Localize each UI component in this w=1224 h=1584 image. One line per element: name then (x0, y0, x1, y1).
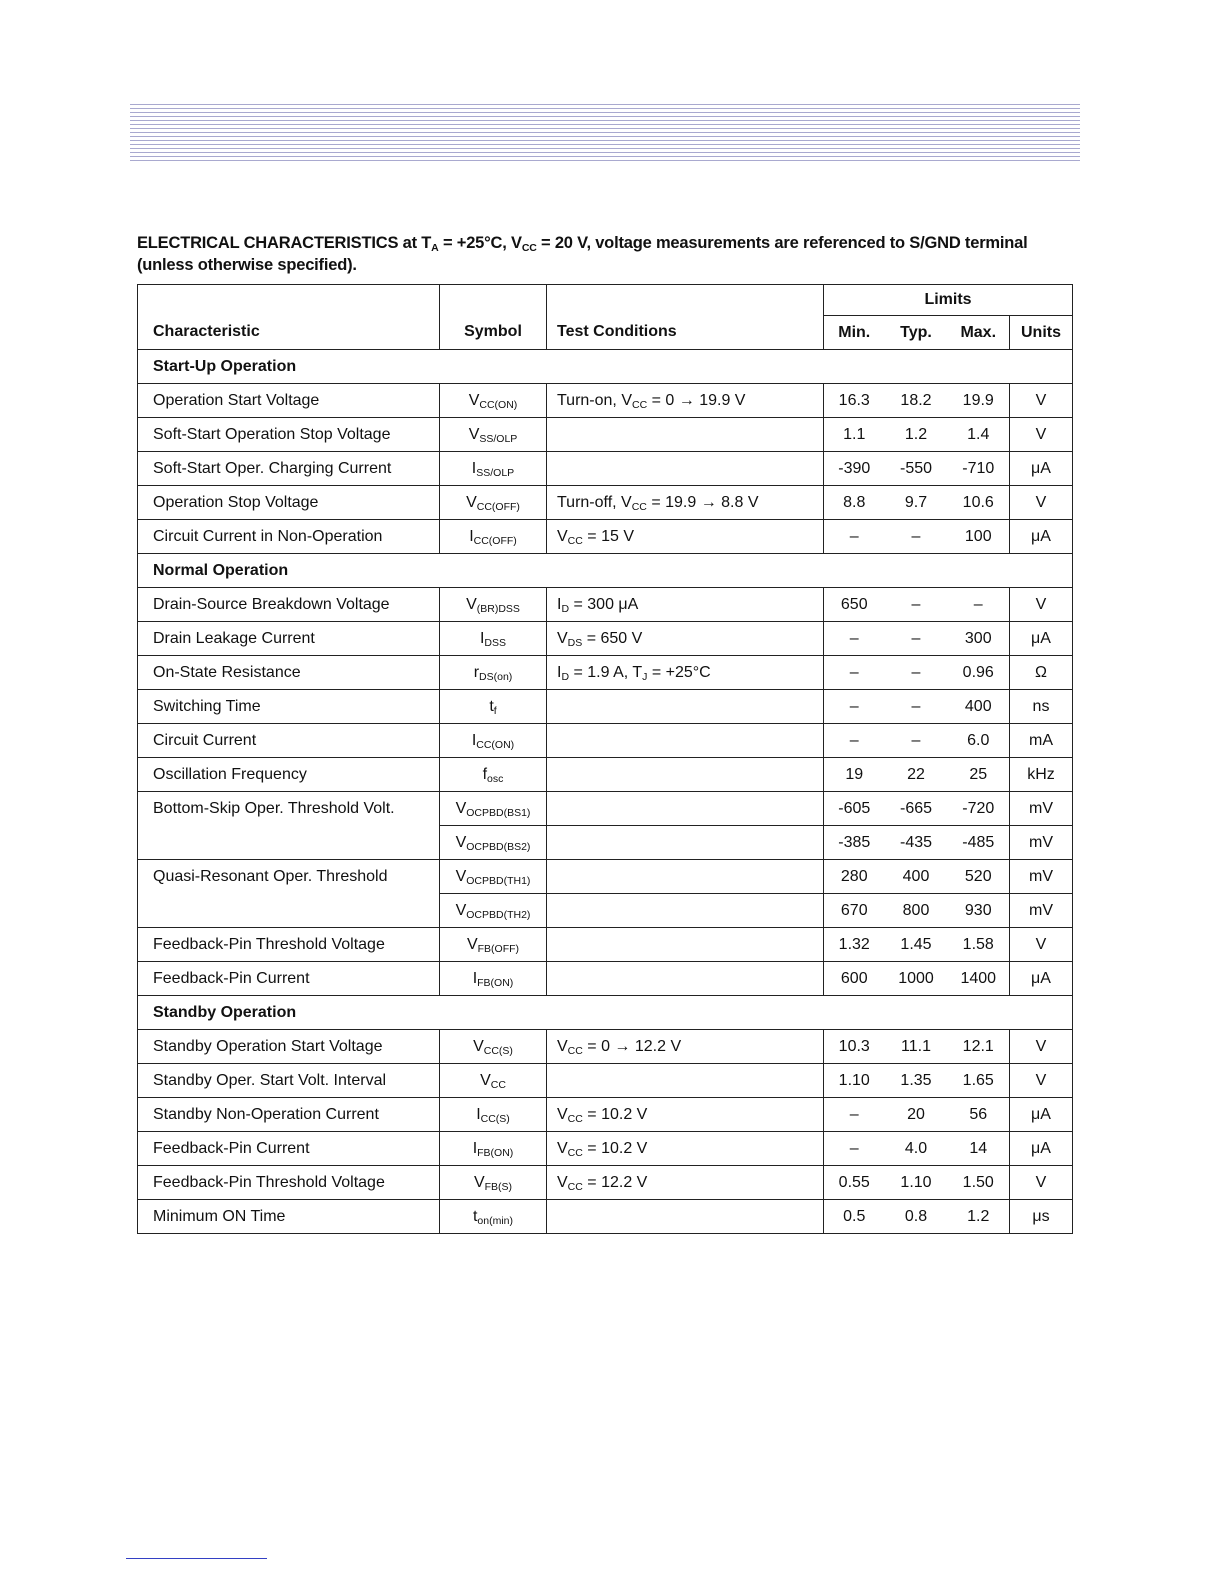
test-condition-cell (547, 792, 824, 826)
table-row (138, 860, 1073, 894)
table-row (138, 588, 1073, 622)
typ-cell: 1.45 (885, 928, 948, 962)
max-cell: 6.0 (948, 724, 1010, 758)
test-condition-cell: Turn-off, $V_{CC} = 19.9 \to 8.8$ V (547, 486, 824, 520)
symbol-cell: $I_{CC(OFF)}$ (440, 520, 547, 554)
min-cell: – (824, 1132, 885, 1166)
max-cell: 56 (948, 1098, 1010, 1132)
test-condition-cell (547, 758, 824, 792)
table-row (138, 792, 1073, 826)
typ-cell: – (885, 690, 948, 724)
symbol-cell: $V_{CC(OFF)}$ (440, 486, 547, 520)
units-cell: V (1010, 486, 1073, 520)
test-conditions-header: Test Conditions (547, 316, 824, 350)
units-cell: μA (1010, 1098, 1073, 1132)
units-cell: μA (1010, 520, 1073, 554)
min-cell: -605 (824, 792, 885, 826)
table-row (138, 486, 1073, 520)
units-cell: ns (1010, 690, 1073, 724)
symbol-cell: $t_{on(min)}$ (440, 1200, 547, 1234)
min-cell: – (824, 724, 885, 758)
typ-cell: 4.0 (885, 1132, 948, 1166)
max-cell: 1400 (948, 962, 1010, 996)
test-condition-cell (547, 962, 824, 996)
characteristic-cell: Circuit Current in Non-Operation (138, 520, 440, 554)
max-cell: 1.58 (948, 928, 1010, 962)
max-header: Max. (948, 316, 1010, 350)
max-cell: 1.2 (948, 1200, 1010, 1234)
min-cell: – (824, 520, 885, 554)
typ-cell: – (885, 656, 948, 690)
test-condition-cell: $V_{CC} = 0 \to 12.2$ V (547, 1030, 824, 1064)
characteristic-cell: Feedback-Pin Threshold Voltage (138, 1166, 440, 1200)
units-cell: μA (1010, 622, 1073, 656)
min-cell: 0.55 (824, 1166, 885, 1200)
min-cell: -385 (824, 826, 885, 860)
max-cell: 100 (948, 520, 1010, 554)
table-row (138, 1166, 1073, 1200)
min-cell: 19 (824, 758, 885, 792)
typ-header: Typ. (885, 316, 948, 350)
table-row (138, 1030, 1073, 1064)
table-row (138, 384, 1073, 418)
max-cell: – (948, 588, 1010, 622)
table-row (138, 758, 1073, 792)
symbol-cell: $V_{OCPBD(TH1)}$ (440, 860, 547, 894)
characteristic-cell: Standby Oper. Start Volt. Interval (138, 1064, 440, 1098)
characteristic-cell (138, 826, 440, 860)
units-cell: μs (1010, 1200, 1073, 1234)
characteristic-cell: Soft-Start Oper. Charging Current (138, 452, 440, 486)
section-label: Start-Up Operation (138, 350, 1073, 384)
table-row (138, 656, 1073, 690)
table-row (138, 826, 1073, 860)
header-rule-band (130, 104, 1080, 162)
characteristic-cell: Standby Operation Start Voltage (138, 1030, 440, 1064)
section-row (138, 350, 1073, 384)
section-row (138, 554, 1073, 588)
typ-cell: 1.10 (885, 1166, 948, 1200)
min-cell: 280 (824, 860, 885, 894)
test-condition-cell: $V_{CC} = 15$ V (547, 520, 824, 554)
units-cell: Ω (1010, 656, 1073, 690)
units-cell: V (1010, 1064, 1073, 1098)
symbol-cell: $t_f$ (440, 690, 547, 724)
table-row (138, 894, 1073, 928)
typ-cell: – (885, 724, 948, 758)
min-cell: 1.1 (824, 418, 885, 452)
units-cell: V (1010, 1166, 1073, 1200)
table-row (138, 622, 1073, 656)
characteristic-cell (138, 894, 440, 928)
units-cell: μA (1010, 1132, 1073, 1166)
units-cell: mV (1010, 894, 1073, 928)
characteristic-header: Characteristic (138, 316, 440, 350)
test-condition-cell: $V_{CC} = 10.2$ V (547, 1098, 824, 1132)
min-cell: 650 (824, 588, 885, 622)
table-title: ELECTRICAL CHARACTERISTICS at $T_A = +25^\circ C$, $V_{CC} = 20$ V, voltage measurements are referenced to S/GND terminal (unless otherwise specified). (137, 234, 1028, 274)
section-label: Normal Operation (138, 554, 1073, 588)
test-condition-cell: $V_{DS} = 650$ V (547, 622, 824, 656)
table-row (138, 962, 1073, 996)
units-cell: kHz (1010, 758, 1073, 792)
units-cell: mV (1010, 826, 1073, 860)
symbol-cell: $I_{FB(ON)}$ (440, 962, 547, 996)
test-condition-cell (547, 724, 824, 758)
symbol-cell: $V_{(BR)DSS}$ (440, 588, 547, 622)
characteristic-cell: Bottom-Skip Oper. Threshold Volt. (138, 792, 440, 826)
symbol-cell: $I_{FB(ON)}$ (440, 1132, 547, 1166)
test-condition-cell (547, 452, 824, 486)
test-condition-cell (547, 1200, 824, 1234)
units-header: Units (1010, 316, 1073, 350)
max-cell: 520 (948, 860, 1010, 894)
max-cell: 1.65 (948, 1064, 1010, 1098)
symbol-cell: $V_{SS/OLP}$ (440, 418, 547, 452)
characteristic-cell: Quasi-Resonant Oper. Threshold (138, 860, 440, 894)
typ-cell: – (885, 622, 948, 656)
max-cell: 1.4 (948, 418, 1010, 452)
typ-cell: 1000 (885, 962, 948, 996)
table-row (138, 1200, 1073, 1234)
units-cell: V (1010, 384, 1073, 418)
min-cell: – (824, 656, 885, 690)
test-condition-cell (547, 826, 824, 860)
typ-cell: 18.2 (885, 384, 948, 418)
min-cell: 600 (824, 962, 885, 996)
test-condition-cell (547, 418, 824, 452)
footer-rule (126, 1558, 267, 1559)
table-row (138, 928, 1073, 962)
units-cell: μA (1010, 452, 1073, 486)
symbol-cell: $V_{CC(S)}$ (440, 1030, 547, 1064)
characteristic-cell: Operation Stop Voltage (138, 486, 440, 520)
min-cell: 0.5 (824, 1200, 885, 1234)
max-cell: 300 (948, 622, 1010, 656)
max-cell: 930 (948, 894, 1010, 928)
units-cell: μA (1010, 962, 1073, 996)
min-cell: 8.8 (824, 486, 885, 520)
max-cell: -720 (948, 792, 1010, 826)
symbol-cell: $V_{FB(OFF)}$ (440, 928, 547, 962)
typ-cell: 1.2 (885, 418, 948, 452)
units-cell: V (1010, 1030, 1073, 1064)
max-cell: 1.50 (948, 1166, 1010, 1200)
test-condition-cell: $I_D = 1.9$ A, $T_J = +25^\circ C$ (547, 656, 824, 690)
min-cell: 670 (824, 894, 885, 928)
min-cell: 1.10 (824, 1064, 885, 1098)
typ-cell: 9.7 (885, 486, 948, 520)
typ-cell: -665 (885, 792, 948, 826)
characteristic-cell: Operation Start Voltage (138, 384, 440, 418)
characteristic-cell: Circuit Current (138, 724, 440, 758)
limits-header: Limits (824, 285, 1073, 316)
characteristic-cell: Switching Time (138, 690, 440, 724)
characteristic-cell: Feedback-Pin Current (138, 1132, 440, 1166)
typ-cell: – (885, 588, 948, 622)
symbol-cell: $V_{OCPBD(BS2)}$ (440, 826, 547, 860)
units-cell: V (1010, 588, 1073, 622)
characteristic-cell: Oscillation Frequency (138, 758, 440, 792)
symbol-cell: $V_{OCPBD(TH2)}$ (440, 894, 547, 928)
table-row (138, 1064, 1073, 1098)
test-condition-cell (547, 894, 824, 928)
typ-cell: -550 (885, 452, 948, 486)
typ-cell: -435 (885, 826, 948, 860)
test-condition-cell (547, 860, 824, 894)
symbol-cell: $V_{FB(S)}$ (440, 1166, 547, 1200)
symbol-cell: $V_{CC(ON)}$ (440, 384, 547, 418)
characteristic-cell: Standby Non-Operation Current (138, 1098, 440, 1132)
table-row (138, 724, 1073, 758)
test-condition-cell: $V_{CC} = 10.2$ V (547, 1132, 824, 1166)
characteristic-cell: Soft-Start Operation Stop Voltage (138, 418, 440, 452)
test-condition-cell: $V_{CC} = 12.2$ V (547, 1166, 824, 1200)
min-cell: – (824, 1098, 885, 1132)
table-row (138, 520, 1073, 554)
max-cell: -710 (948, 452, 1010, 486)
min-header: Min. (824, 316, 885, 350)
max-cell: 10.6 (948, 486, 1010, 520)
typ-cell: 800 (885, 894, 948, 928)
units-cell: V (1010, 418, 1073, 452)
typ-cell: 11.1 (885, 1030, 948, 1064)
test-condition-cell (547, 690, 824, 724)
symbol-cell: $I_{CC(S)}$ (440, 1098, 547, 1132)
test-condition-cell: $I_D = 300$ μA (547, 588, 824, 622)
min-cell: -390 (824, 452, 885, 486)
characteristic-cell: Drain Leakage Current (138, 622, 440, 656)
max-cell: 14 (948, 1132, 1010, 1166)
section-row (138, 996, 1073, 1030)
test-condition-cell: Turn-on, $V_{CC} = 0 \to 19.9$ V (547, 384, 824, 418)
min-cell: – (824, 690, 885, 724)
symbol-cell: $V_{CC}$ (440, 1064, 547, 1098)
table-row (138, 1132, 1073, 1166)
symbol-cell: $I_{SS/OLP}$ (440, 452, 547, 486)
electrical-characteristics-table (137, 284, 1073, 1234)
characteristic-cell: On-State Resistance (138, 656, 440, 690)
min-cell: 16.3 (824, 384, 885, 418)
max-cell: -485 (948, 826, 1010, 860)
max-cell: 25 (948, 758, 1010, 792)
characteristic-cell: Feedback-Pin Threshold Voltage (138, 928, 440, 962)
units-cell: mV (1010, 792, 1073, 826)
characteristic-cell: Minimum ON Time (138, 1200, 440, 1234)
units-cell: mA (1010, 724, 1073, 758)
min-cell: 10.3 (824, 1030, 885, 1064)
characteristic-cell: Feedback-Pin Current (138, 962, 440, 996)
table-row (138, 690, 1073, 724)
symbol-cell: $I_{DSS}$ (440, 622, 547, 656)
typ-cell: 1.35 (885, 1064, 948, 1098)
symbol-cell: $V_{OCPBD(BS1)}$ (440, 792, 547, 826)
section-label: Standby Operation (138, 996, 1073, 1030)
symbol-header: Symbol (440, 316, 547, 350)
typ-cell: 0.8 (885, 1200, 948, 1234)
max-cell: 400 (948, 690, 1010, 724)
max-cell: 0.96 (948, 656, 1010, 690)
max-cell: 19.9 (948, 384, 1010, 418)
units-cell: mV (1010, 860, 1073, 894)
units-cell: V (1010, 928, 1073, 962)
symbol-cell: $I_{CC(ON)}$ (440, 724, 547, 758)
test-condition-cell (547, 928, 824, 962)
typ-cell: 20 (885, 1098, 948, 1132)
symbol-cell: $f_{osc}$ (440, 758, 547, 792)
min-cell: 1.32 (824, 928, 885, 962)
characteristic-cell: Drain-Source Breakdown Voltage (138, 588, 440, 622)
max-cell: 12.1 (948, 1030, 1010, 1064)
typ-cell: – (885, 520, 948, 554)
test-condition-cell (547, 1064, 824, 1098)
typ-cell: 400 (885, 860, 948, 894)
symbol-cell: $r_{DS(on)}$ (440, 656, 547, 690)
table-row (138, 452, 1073, 486)
table-row (138, 418, 1073, 452)
table-row (138, 1098, 1073, 1132)
typ-cell: 22 (885, 758, 948, 792)
min-cell: – (824, 622, 885, 656)
